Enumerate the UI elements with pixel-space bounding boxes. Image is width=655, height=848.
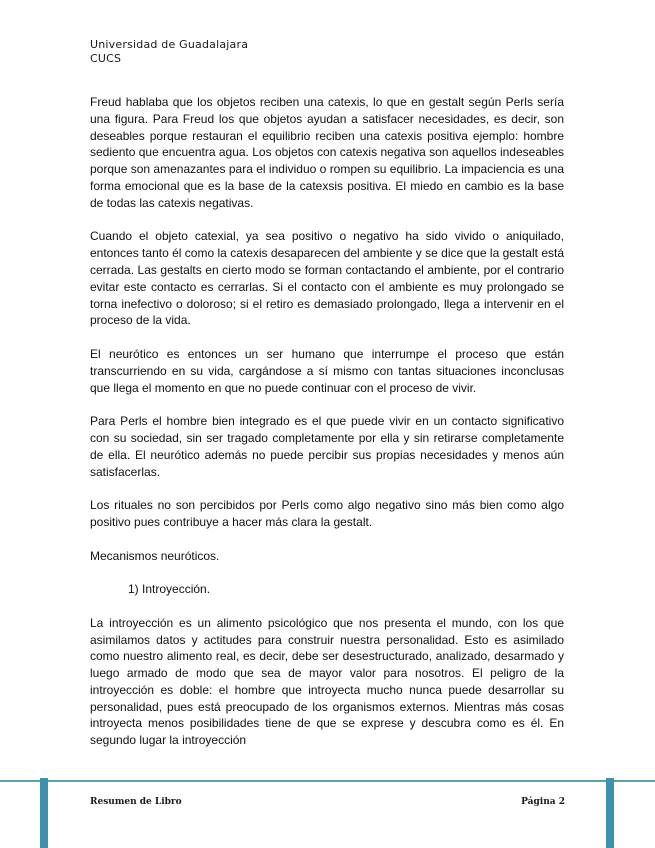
paragraph-objeto-catexial: Cuando el objeto catexial, ya sea positivo o negativo ha sido vivido o aniquilado, entonces tanto él como la catexis desaparecen del ambiente y se dice que la gestalt está cerrada. Las gestalts en cierto modo se forman contactando el ambiente, por el contrario evitar este contacto es cerrarlas. Si el contacto con el ambiente es muy prolongado se torna inefectivo o doloroso; si el retiro es demasiado prolongado, llega a intervenir en el proceso de la vida. xyxy=(90,229,564,328)
paragraph-rituales: Los rituales no son percibidos por Perls como algo negativo sino más bien como algo positivo pues contribuye a hacer más clara la gestalt. xyxy=(90,498,564,529)
footer-left-bar xyxy=(40,778,48,848)
header-institution: Universidad de Guadalajara xyxy=(90,38,249,51)
footer-divider xyxy=(0,780,655,782)
paragraph-hombre-integrado: Para Perls el hombre bien integrado es el que puede vivir en un contacto significativo con su sociedad, sin ser tragado completamente por ella y sin retirarse completamente de ella. El neurótico además no puede percibir sus propias necesidades y menos aún satisfacerlas. xyxy=(90,414,564,479)
document-body xyxy=(90,94,564,749)
footer-page-number: Página 2 xyxy=(521,797,565,807)
section-heading-mecanismos: Mecanismos neuróticos. xyxy=(90,548,220,563)
header-campus: CUCS xyxy=(90,52,122,65)
footer-book-summary: Resumen de Libro xyxy=(90,797,182,807)
paragraph-catexis: Freud hablaba que los objetos reciben una catexis, lo que en gestalt según Perls sería una figura. Para Freud los que objetos ayudan a satisfacer necesidades, es decir, son deseables porque restauran el equilibrio reciben una catexis positiva ejemplo: hombre sediento que encuentra agua. Los objetos con catexis negativa son aquellos indeseables porque son amenazantes para el individuo o rompen su equilibrio. La impaciencia es una forma emocional que es la base de la catexsis positiva. El miedo en cambio es la base de todas las catexis negativas. xyxy=(90,95,564,210)
paragraph-neurotico: El neurótico es entonces un ser humano que interrumpe el proceso que están transcurriendo en su vida, cargándose a sí mismo con tantas situaciones inconclusas que llega el momento en que no puede continuar con el proceso de vivir. xyxy=(90,346,564,395)
list-item-introyeccion: 1) Introyección. xyxy=(128,582,211,597)
document-header xyxy=(90,38,248,66)
footer-right-bar xyxy=(606,778,614,848)
paragraph-introyeccion: La introyección es un alimento psicológico que nos presenta el mundo, con los que asimilamos datos y actitudes para construir nuestra personalidad. Esto es asimilado como nuestro alimento real, es decir, debe ser desestructurado, analizado, desarmado y luego armado de modo que sea de mayor valor para nosotros. El peligro de la introyección es doble: el hombre que introyecta mucho nunca puede desarrollar su personalidad, pues está preocupado de los organismos externos. Mientras más cosas introyecta menos posibilidades tiene de que se exprese y descubra como es él. En segundo lugar la introyección xyxy=(90,615,564,748)
